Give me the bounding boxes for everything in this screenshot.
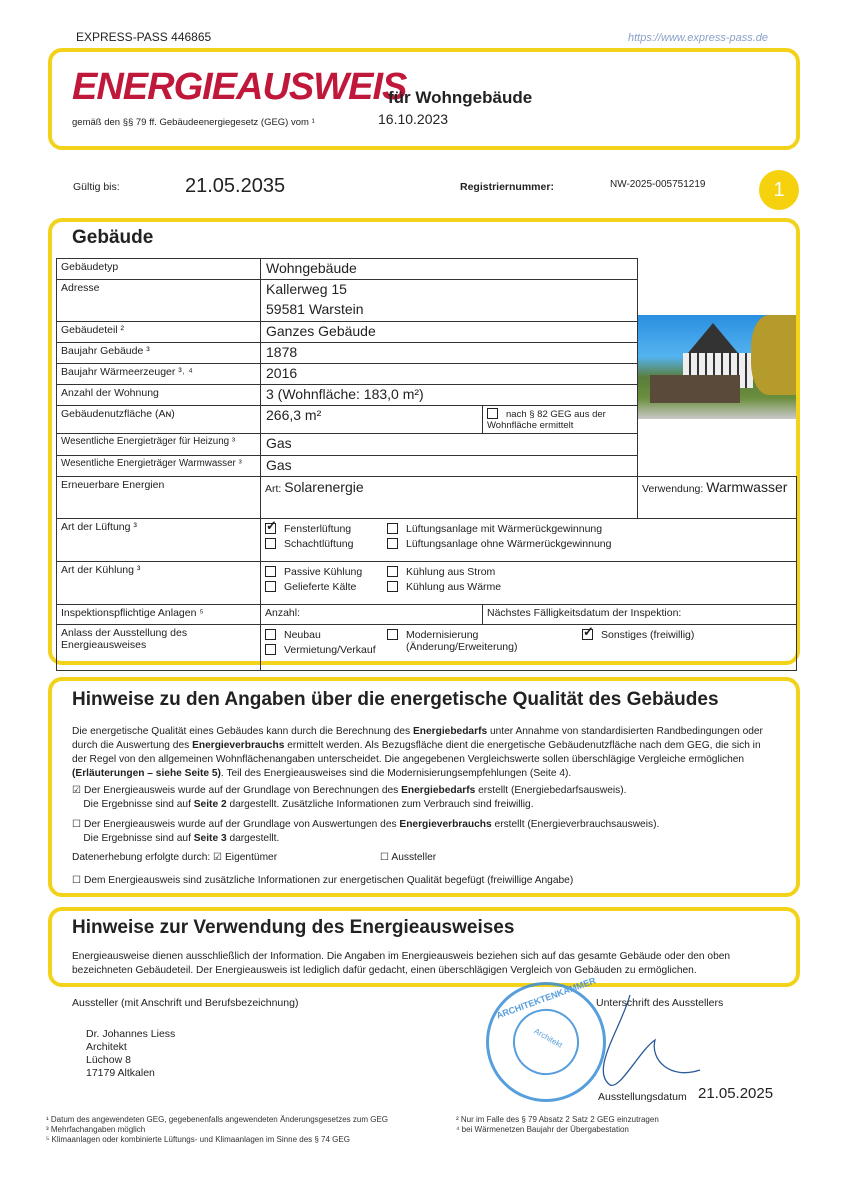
label: Erneuerbare Energien <box>57 477 261 519</box>
usable-area-value: 266,3 m² <box>261 406 483 434</box>
checkbox[interactable] <box>265 629 276 640</box>
checkbox[interactable] <box>387 629 398 640</box>
ventilation-with-recovery[interactable] <box>387 523 787 535</box>
law-date: 16.10.2023 <box>378 111 449 127</box>
reason-rent-sale[interactable] <box>265 644 387 656</box>
label: Adresse <box>57 280 261 322</box>
checkbox[interactable] <box>265 644 276 655</box>
registration-number: NW-2025-005751219 <box>610 179 706 190</box>
page-number-badge: 1 <box>759 170 799 210</box>
option-label: Vermietung/Verkauf <box>284 644 376 656</box>
row-renewables <box>57 477 797 519</box>
signature-label: Unterschrift des Ausstellers <box>596 997 724 1009</box>
label: Wesentliche Energieträger für Heizung ³ <box>57 434 261 456</box>
cooling-delivered[interactable] <box>265 581 387 593</box>
row-reason <box>57 625 797 671</box>
ventilation-window[interactable] <box>265 523 387 535</box>
cooling-electric[interactable] <box>387 566 787 578</box>
units-value: 3 (Wohnfläche: 183,0 m²) <box>261 385 638 406</box>
usage-text: Energieausweise dienen ausschließlich der Information. Die Angaben im Energieausweis beziehen sich auf das gesamte Gebäude oder den oben bezeichneten Gebäudeteil. Der Energieausweis ist lediglich dafür gedacht, einen überschlägigen Vergleich von Gebäuden zu ermöglichen. <box>72 951 731 976</box>
heating-carrier-value: Gas <box>261 434 638 456</box>
year-built-value: 1878 <box>261 343 638 364</box>
registration-label: Registriernummer: <box>460 181 554 193</box>
document-title: ENERGIEAUSWEIS <box>72 66 407 108</box>
option-label: Schachtlüftung <box>284 538 354 550</box>
water-carrier-value: Gas <box>261 456 638 477</box>
building-title: Gebäude <box>72 227 154 248</box>
cooling-heat[interactable] <box>387 581 787 593</box>
ventilation-shaft[interactable] <box>265 538 387 550</box>
cooling-passive[interactable] <box>265 566 387 578</box>
label: Gebäudeteil ² <box>57 322 261 343</box>
label: Anzahl der Wohnung <box>57 385 261 406</box>
issue-date: 21.05.2025 <box>698 1085 774 1102</box>
valid-until-label: Gültig bis: <box>73 181 120 193</box>
demand-certificate-option[interactable]: ☑ Der Energieausweis wurde auf der Grundlage von Berechnungen des Energiebedarfs erstellt (Energiebedarfsausweis). Die Ergebnisse sind auf Seite 2 dargestellt. Zusätzliche Informationen zum Verbrauch sind freiwillig. <box>72 785 627 810</box>
label: Art der Lüftung ³ <box>57 519 261 562</box>
notes-intro: Die energetische Qualität eines Gebäudes kann durch die Berechnung des Energiebedarfs unter Annahme von standardisierten Randbedingungen oder durch die Auswertung des Energieverbrauchs ermittelt werden. Als Bezugsfläche dient die energetische Gebäudenutzfläche nach dem GEG, die sich in der Regel von den allgemeinen Wohnflächenangaben unterscheidet. Die angegebenen Vergleichswerte sollen überschlägige Vergleiche ermöglichen (Erläuterungen – siehe Seite 5). Teil des Energieausweises sind die Modernisierungsempfehlungen (Seite 4). <box>72 726 763 779</box>
ventilation-without-recovery[interactable] <box>387 538 787 550</box>
checkbox-checked-icon[interactable]: ☑ <box>72 785 84 796</box>
data-collection: Datenerhebung erfolgte durch: ☑ Eigentümer ☐ Aussteller <box>72 852 437 863</box>
checkbox[interactable] <box>487 408 498 419</box>
option-label: Fensterlüftung <box>284 523 352 535</box>
option-label: Sonstiges (freiwillig) <box>601 629 695 641</box>
checkbox[interactable] <box>387 523 398 534</box>
pass-number: EXPRESS-PASS 446865 <box>76 30 212 44</box>
checkbox[interactable] <box>387 538 398 549</box>
checkbox-checked[interactable] <box>265 523 276 534</box>
issue-date-label: Ausstellungsdatum <box>598 1091 687 1103</box>
row-ventilation <box>57 519 797 562</box>
label: Baujahr Wärmeerzeuger ³˒ ⁴ <box>57 364 261 385</box>
row-inspection <box>57 605 797 625</box>
law-reference: gemäß den §§ 79 ff. Gebäudeenergiegesetz (GEG) vom ¹ <box>72 117 315 128</box>
reason-other[interactable] <box>582 629 782 641</box>
reason-modernisation[interactable] <box>387 629 582 656</box>
notes-title: Hinweise zu den Angaben über die energetische Qualität des Gebäudes <box>72 689 719 710</box>
issuer-label: Aussteller (mit Anschrift und Berufsbezeichnung) <box>72 997 299 1009</box>
area-from-living-option[interactable] <box>483 406 638 434</box>
consumption-certificate-option[interactable]: ☐ Der Energieausweis wurde auf der Grundlage von Auswertungen des Energieverbrauchs erstellt (Energieverbrauchsausweis). Die Ergebnisse sind auf Seite 3 dargestellt. <box>72 819 660 844</box>
footnotes-left: ¹ Datum des angewendeten GEG, gegebenenfalls angewendeten Änderungsgesetzes zum GEG ³ Mehrfachangaben möglich ⁵ Klimaanlagen oder kombinierte Lüftungs- und Klimaanlagen im Sinne des § 74 GEG <box>46 1115 388 1144</box>
checkbox[interactable] <box>387 566 398 577</box>
label: Baujahr Gebäude ³ <box>57 343 261 364</box>
option-label: nach § 82 GEG aus der Wohnfläche ermittelt <box>487 409 606 431</box>
count-label: Anzahl: <box>265 607 301 619</box>
option-label: Passive Kühlung <box>284 566 363 578</box>
checkbox[interactable] <box>265 538 276 549</box>
option-label: Neubau <box>284 629 321 641</box>
label: Wesentliche Energieträger Warmwasser ³ <box>57 456 261 477</box>
building-part-value: Ganzes Gebäude <box>261 322 638 343</box>
building-type-value: Wohngebäude <box>261 259 638 280</box>
footnotes-right: ² Nur im Falle des § 79 Absatz 2 Satz 2 GEG einzutragen ⁴ bei Wärmenetzen Baujahr der Übergabestation <box>456 1115 659 1134</box>
option-label: Kühlung aus Wärme <box>406 581 502 593</box>
use-label: Verwendung: <box>642 483 704 495</box>
address-city: 59581 Warstein <box>266 301 364 317</box>
usage-title: Hinweise zur Verwendung des Energieausweises <box>72 917 515 938</box>
option-label: Kühlung aus Strom <box>406 566 496 578</box>
option-label: Gelieferte Kälte <box>284 581 357 593</box>
label: Gebäudetyp <box>57 259 261 280</box>
checkbox[interactable] <box>265 581 276 592</box>
inspection-due <box>483 605 797 625</box>
heater-year-value: 2016 <box>261 364 638 385</box>
option-label: Lüftungsanlage mit Wärmerückgewinnung <box>406 523 603 535</box>
label: Inspektionspflichtige Anlagen ⁵ <box>57 605 261 625</box>
due-label: Nächstes Fälligkeitsdatum der Inspektion: <box>487 607 682 619</box>
checkbox-checked[interactable] <box>582 629 593 640</box>
owner-option[interactable]: ☑ Eigentümer <box>213 852 278 863</box>
art-label: Art: <box>265 483 282 495</box>
issuer-option[interactable]: ☐ Aussteller <box>380 852 437 863</box>
valid-until-date: 21.05.2035 <box>185 175 286 197</box>
address-street: Kallerweg 15 <box>266 281 347 297</box>
row-building-type <box>57 259 797 280</box>
option-label: Lüftungsanlage ohne Wärmerückgewinnung <box>406 538 612 550</box>
label: Anlass der Ausstellung des Energieausweises <box>57 625 261 671</box>
issuer-address: Dr. Johannes Liess Architekt Lüchow 8 17179 Altkalen <box>86 1028 176 1079</box>
architect-stamp: ARCHITEKTENKAMMER Architekt <box>486 982 606 1102</box>
address-value <box>261 280 638 322</box>
checkbox[interactable] <box>387 581 398 592</box>
website-link[interactable]: https://www.express-pass.de <box>628 32 769 44</box>
building-table <box>56 258 797 671</box>
row-cooling <box>57 562 797 605</box>
reason-new-build[interactable] <box>265 629 387 641</box>
additional-info-option[interactable]: ☐ Dem Energieausweis sind zusätzliche Informationen zur energetischen Qualität begefügt (freiwillige Angabe) <box>72 875 574 886</box>
inspection-count <box>261 605 483 625</box>
header-box <box>48 48 800 150</box>
checkbox[interactable] <box>265 566 276 577</box>
checkbox-icon[interactable]: ☐ <box>72 819 84 830</box>
label: Gebäudenutzfläche (Aɴ) <box>57 406 261 434</box>
document-subtitle: für Wohngebäude <box>388 88 533 107</box>
renewable-type-value: Solarenergie <box>284 479 364 495</box>
label: Art der Kühlung ³ <box>57 562 261 605</box>
building-photo <box>638 259 797 477</box>
renewable-use-value: Warmwasser <box>706 479 788 495</box>
option-label: Modernisierung (Änderung/Erweiterung) <box>406 629 518 653</box>
